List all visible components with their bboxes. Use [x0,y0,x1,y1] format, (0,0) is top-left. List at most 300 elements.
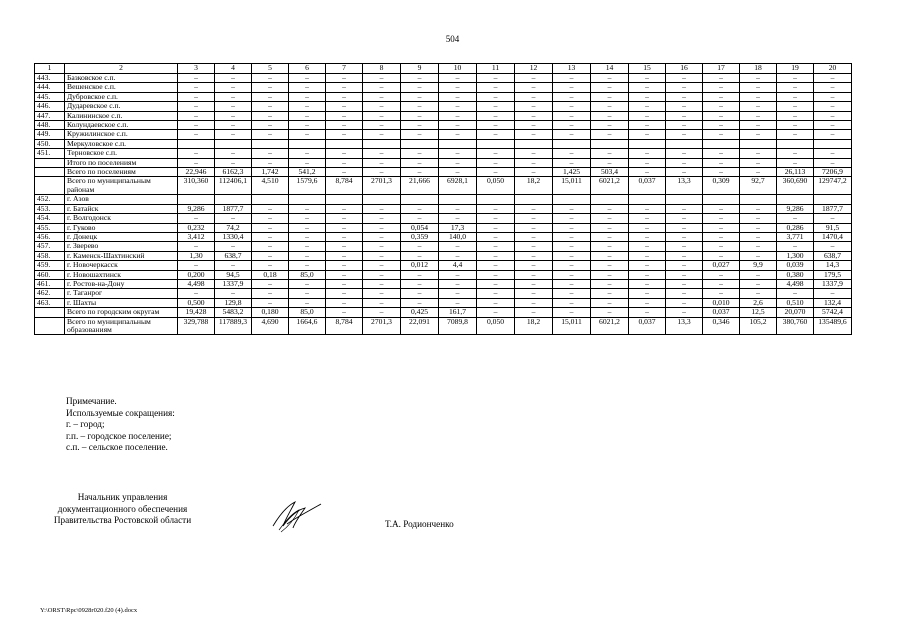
value-cell: – [401,102,439,111]
value-cell: – [740,130,777,139]
row-number-cell: 453. [35,204,65,213]
value-cell: – [401,74,439,83]
name-cell: г. Ростов-на-Дону [65,279,178,288]
value-cell: – [591,308,629,317]
value-cell: 6162,3 [215,168,252,177]
value-cell: 132,4 [814,298,852,307]
value-cell: – [703,242,740,251]
name-cell: Терновское с.п. [65,149,178,158]
value-cell: 85,0 [289,308,326,317]
name-cell: Всего по муниципальным образованиям [65,317,178,335]
row-number-cell [35,177,65,195]
row-number-cell: 454. [35,214,65,223]
value-cell: 85,0 [289,270,326,279]
value-cell: 310,360 [178,177,215,195]
value-cell: – [814,289,852,298]
value-cell: – [289,102,326,111]
value-cell: 0,346 [703,317,740,335]
value-cell: – [591,158,629,167]
value-cell: – [252,74,289,83]
value-cell: – [591,223,629,232]
position-line: Правительства Ростовской области [53,515,192,526]
value-cell: – [401,168,439,177]
value-cell: – [401,121,439,130]
value-cell: – [629,223,666,232]
row-number-cell: 459. [35,261,65,270]
column-number-cell: 7 [326,64,363,74]
value-cell: – [326,92,363,101]
value-cell: – [777,242,814,251]
value-cell: 0,027 [703,261,740,270]
value-cell: – [703,223,740,232]
row-number-cell: 446. [35,102,65,111]
value-cell: – [363,261,401,270]
value-cell [591,139,629,148]
value-cell: – [477,130,515,139]
value-cell: – [439,251,477,260]
table-row [35,74,852,83]
value-cell: – [629,251,666,260]
value-cell: 6021,2 [591,177,629,195]
page-number: 504 [445,34,460,44]
value-cell: 1664,6 [289,317,326,335]
value-cell: – [629,130,666,139]
value-cell: – [629,168,666,177]
value-cell: – [553,74,591,83]
value-cell [629,195,666,204]
value-cell: – [326,111,363,120]
value-cell [777,195,814,204]
value-cell: – [591,251,629,260]
value-cell [363,139,401,148]
value-cell: – [439,74,477,83]
value-cell [740,195,777,204]
value-cell [515,139,553,148]
value-cell: – [215,92,252,101]
value-cell: 1877,7 [814,204,852,213]
row-number-cell: 447. [35,111,65,120]
column-number-cell: 16 [666,64,703,74]
value-cell: 18,2 [515,177,553,195]
value-cell: – [515,130,553,139]
table-row [35,279,852,288]
name-cell: г. Шахты [65,298,178,307]
name-cell: Всего по поселениям [65,168,178,177]
value-cell: – [591,261,629,270]
value-cell: – [439,149,477,158]
table-row [35,298,852,307]
value-cell: – [591,111,629,120]
value-cell: – [553,261,591,270]
value-cell: 26,113 [777,168,814,177]
value-cell: 21,666 [401,177,439,195]
value-cell: – [666,130,703,139]
column-number-cell: 3 [178,64,215,74]
value-cell: – [666,298,703,307]
table-row [35,139,852,148]
handwritten-signature [265,496,325,536]
table-row [35,289,852,298]
value-cell: 0,309 [703,177,740,195]
value-cell: – [178,102,215,111]
value-cell [178,195,215,204]
value-cell: – [703,149,740,158]
value-cell [591,195,629,204]
value-cell: 0,286 [777,223,814,232]
value-cell: 1337,9 [814,279,852,288]
value-cell: – [363,102,401,111]
value-cell: – [740,102,777,111]
value-cell: 91,5 [814,223,852,232]
value-cell: – [289,158,326,167]
value-cell: – [814,111,852,120]
value-cell: – [477,242,515,251]
value-cell: 1,742 [252,168,289,177]
value-cell: – [477,232,515,241]
value-cell: – [439,168,477,177]
row-number-cell [35,317,65,335]
row-number-cell: 462. [35,289,65,298]
value-cell: – [740,83,777,92]
value-cell: – [215,74,252,83]
value-cell: – [814,92,852,101]
value-cell: 13,3 [666,317,703,335]
value-cell: – [477,92,515,101]
value-cell: – [439,242,477,251]
value-cell: 179,5 [814,270,852,279]
signer-name: Т.А. Родионченко [385,519,454,529]
value-cell [629,139,666,148]
value-cell: – [515,242,553,251]
value-cell: – [326,298,363,307]
value-cell: – [703,232,740,241]
value-cell: – [363,214,401,223]
value-cell: – [740,92,777,101]
value-cell: – [289,130,326,139]
table-row [35,83,852,92]
value-cell: – [439,130,477,139]
value-cell: – [289,251,326,260]
value-cell: 17,3 [439,223,477,232]
value-cell: – [252,242,289,251]
value-cell: – [740,158,777,167]
value-cell: – [215,149,252,158]
value-cell: – [591,279,629,288]
table-row [35,214,852,223]
value-cell: – [363,204,401,213]
name-cell: Базковское с.п. [65,74,178,83]
value-cell: 15,011 [553,177,591,195]
value-cell: – [326,261,363,270]
value-cell: 22,946 [178,168,215,177]
value-cell: – [326,149,363,158]
column-number-cell: 6 [289,64,326,74]
value-cell: 13,3 [666,177,703,195]
value-cell: 117889,3 [215,317,252,335]
value-cell: – [740,251,777,260]
value-cell: – [363,223,401,232]
value-cell [477,195,515,204]
value-cell [439,195,477,204]
value-cell: – [326,223,363,232]
value-cell: – [666,158,703,167]
value-cell: – [553,83,591,92]
value-cell: – [629,242,666,251]
value-cell: – [215,242,252,251]
position-line: Начальник управления [77,492,168,502]
value-cell: – [401,214,439,223]
value-cell: – [591,83,629,92]
value-cell [553,139,591,148]
table-row [35,308,852,317]
value-cell: – [289,242,326,251]
value-cell: – [178,149,215,158]
value-cell: – [553,214,591,223]
value-cell: 0,039 [777,261,814,270]
value-cell: – [252,149,289,158]
row-number-cell: 456. [35,232,65,241]
row-number-cell: 458. [35,251,65,260]
value-cell: – [401,83,439,92]
value-cell: – [477,214,515,223]
name-cell: Дубровское с.п. [65,92,178,101]
value-cell: 0,359 [401,232,439,241]
value-cell: – [814,158,852,167]
value-cell: – [439,158,477,167]
value-cell: – [178,289,215,298]
value-cell: – [814,74,852,83]
value-cell: – [363,149,401,158]
note-line: с.п. – сельское поселение. [66,442,168,453]
value-cell: – [629,83,666,92]
value-cell: – [252,102,289,111]
value-cell: – [703,83,740,92]
value-cell: – [740,168,777,177]
value-cell: – [252,223,289,232]
value-cell: – [703,270,740,279]
value-cell [814,195,852,204]
value-cell: – [740,242,777,251]
column-number-cell: 20 [814,64,852,74]
value-cell: – [777,130,814,139]
column-number-cell: 11 [477,64,515,74]
value-cell: – [215,289,252,298]
value-cell [289,139,326,148]
value-cell: – [363,83,401,92]
value-cell: – [666,261,703,270]
value-cell: – [439,289,477,298]
value-cell: – [289,232,326,241]
value-cell: – [515,149,553,158]
value-cell: – [629,102,666,111]
value-cell: – [553,102,591,111]
value-cell: – [703,251,740,260]
value-cell: – [363,289,401,298]
value-cell: – [515,261,553,270]
value-cell: – [401,111,439,120]
table-row [35,92,852,101]
value-cell: – [477,279,515,288]
value-cell: – [553,289,591,298]
value-cell: – [553,279,591,288]
value-cell: – [215,261,252,270]
value-cell: 4,510 [252,177,289,195]
value-cell: – [666,102,703,111]
value-cell: – [363,279,401,288]
value-cell: – [515,298,553,307]
value-cell: – [553,149,591,158]
value-cell: – [515,232,553,241]
value-cell: – [814,149,852,158]
value-cell: – [666,214,703,223]
value-cell: – [629,149,666,158]
name-cell: Дударевское с.п. [65,102,178,111]
value-cell: – [326,121,363,130]
value-cell: – [553,121,591,130]
value-cell: – [252,92,289,101]
value-cell: – [666,270,703,279]
value-cell: – [477,102,515,111]
value-cell: – [477,168,515,177]
table-row [35,251,852,260]
value-cell: – [515,121,553,130]
value-cell: – [629,279,666,288]
value-cell [215,139,252,148]
value-cell: 1,425 [553,168,591,177]
value-cell: – [629,111,666,120]
value-cell: – [777,289,814,298]
value-cell: – [591,102,629,111]
value-cell: – [289,83,326,92]
row-number-cell: 445. [35,92,65,101]
name-cell: Калининское с.п. [65,111,178,120]
value-cell: – [777,214,814,223]
value-cell: – [363,308,401,317]
value-cell: – [553,270,591,279]
value-cell: – [363,298,401,307]
value-cell: – [363,270,401,279]
value-cell: – [740,111,777,120]
value-cell: – [363,168,401,177]
value-cell [666,195,703,204]
value-cell: – [777,149,814,158]
value-cell: 129,8 [215,298,252,307]
value-cell: – [515,204,553,213]
value-cell: 14,3 [814,261,852,270]
value-cell: – [515,214,553,223]
value-cell: – [515,92,553,101]
value-cell: 541,2 [289,168,326,177]
table-row [35,232,852,241]
note-line: г.п. – городское поселение; [66,430,172,441]
value-cell: – [252,289,289,298]
column-number-cell: 2 [65,64,178,74]
value-cell: – [777,92,814,101]
value-cell: – [740,149,777,158]
value-cell: – [401,92,439,101]
value-cell: 9,9 [740,261,777,270]
value-cell: – [178,130,215,139]
value-cell: – [363,121,401,130]
value-cell: – [629,289,666,298]
value-cell [515,195,553,204]
value-cell: – [666,279,703,288]
value-cell: – [666,83,703,92]
value-cell: – [215,83,252,92]
value-cell: 1,300 [777,251,814,260]
value-cell: – [439,83,477,92]
value-cell: – [477,289,515,298]
value-cell [215,195,252,204]
value-cell: – [326,251,363,260]
value-cell: – [215,214,252,223]
value-cell: – [666,111,703,120]
value-cell: – [629,214,666,223]
value-cell: – [477,121,515,130]
value-cell: – [289,261,326,270]
value-cell [477,139,515,148]
value-cell: 9,286 [777,204,814,213]
table-row [35,111,852,120]
value-cell: – [401,298,439,307]
value-cell: – [666,74,703,83]
value-cell: – [477,261,515,270]
value-cell: – [740,270,777,279]
value-cell: – [326,242,363,251]
name-cell: г. Зверево [65,242,178,251]
row-number-cell: 461. [35,279,65,288]
value-cell: 140,0 [439,232,477,241]
value-cell: – [401,251,439,260]
value-cell: – [289,223,326,232]
value-cell: 19,428 [178,308,215,317]
note-title: Примечание. [66,396,117,406]
row-number-cell: 443. [35,74,65,83]
value-cell: – [629,158,666,167]
row-number-cell: 451. [35,149,65,158]
value-cell: – [326,168,363,177]
value-cell: – [401,204,439,213]
value-cell: 0,037 [629,317,666,335]
value-cell: – [439,121,477,130]
value-cell: – [326,214,363,223]
note-line: г. – город; [66,419,105,430]
value-cell: 1579,6 [289,177,326,195]
value-cell: – [666,242,703,251]
value-cell: – [289,74,326,83]
name-cell: г. Новошахтинск [65,270,178,279]
value-cell: – [666,308,703,317]
value-cell: – [363,74,401,83]
table-header-row [35,64,852,74]
value-cell: 2701,3 [363,177,401,195]
column-number-cell: 1 [35,64,65,74]
value-cell: – [515,74,553,83]
name-cell: Кружилинское с.п. [65,130,178,139]
value-cell: – [326,83,363,92]
value-cell: 4,498 [178,279,215,288]
value-cell: 380,760 [777,317,814,335]
value-cell: – [591,242,629,251]
value-cell: – [629,232,666,241]
value-cell: – [814,121,852,130]
value-cell: – [401,289,439,298]
value-cell: – [629,121,666,130]
value-cell: – [553,298,591,307]
value-cell: – [363,242,401,251]
value-cell: – [289,111,326,120]
value-cell: – [703,204,740,213]
